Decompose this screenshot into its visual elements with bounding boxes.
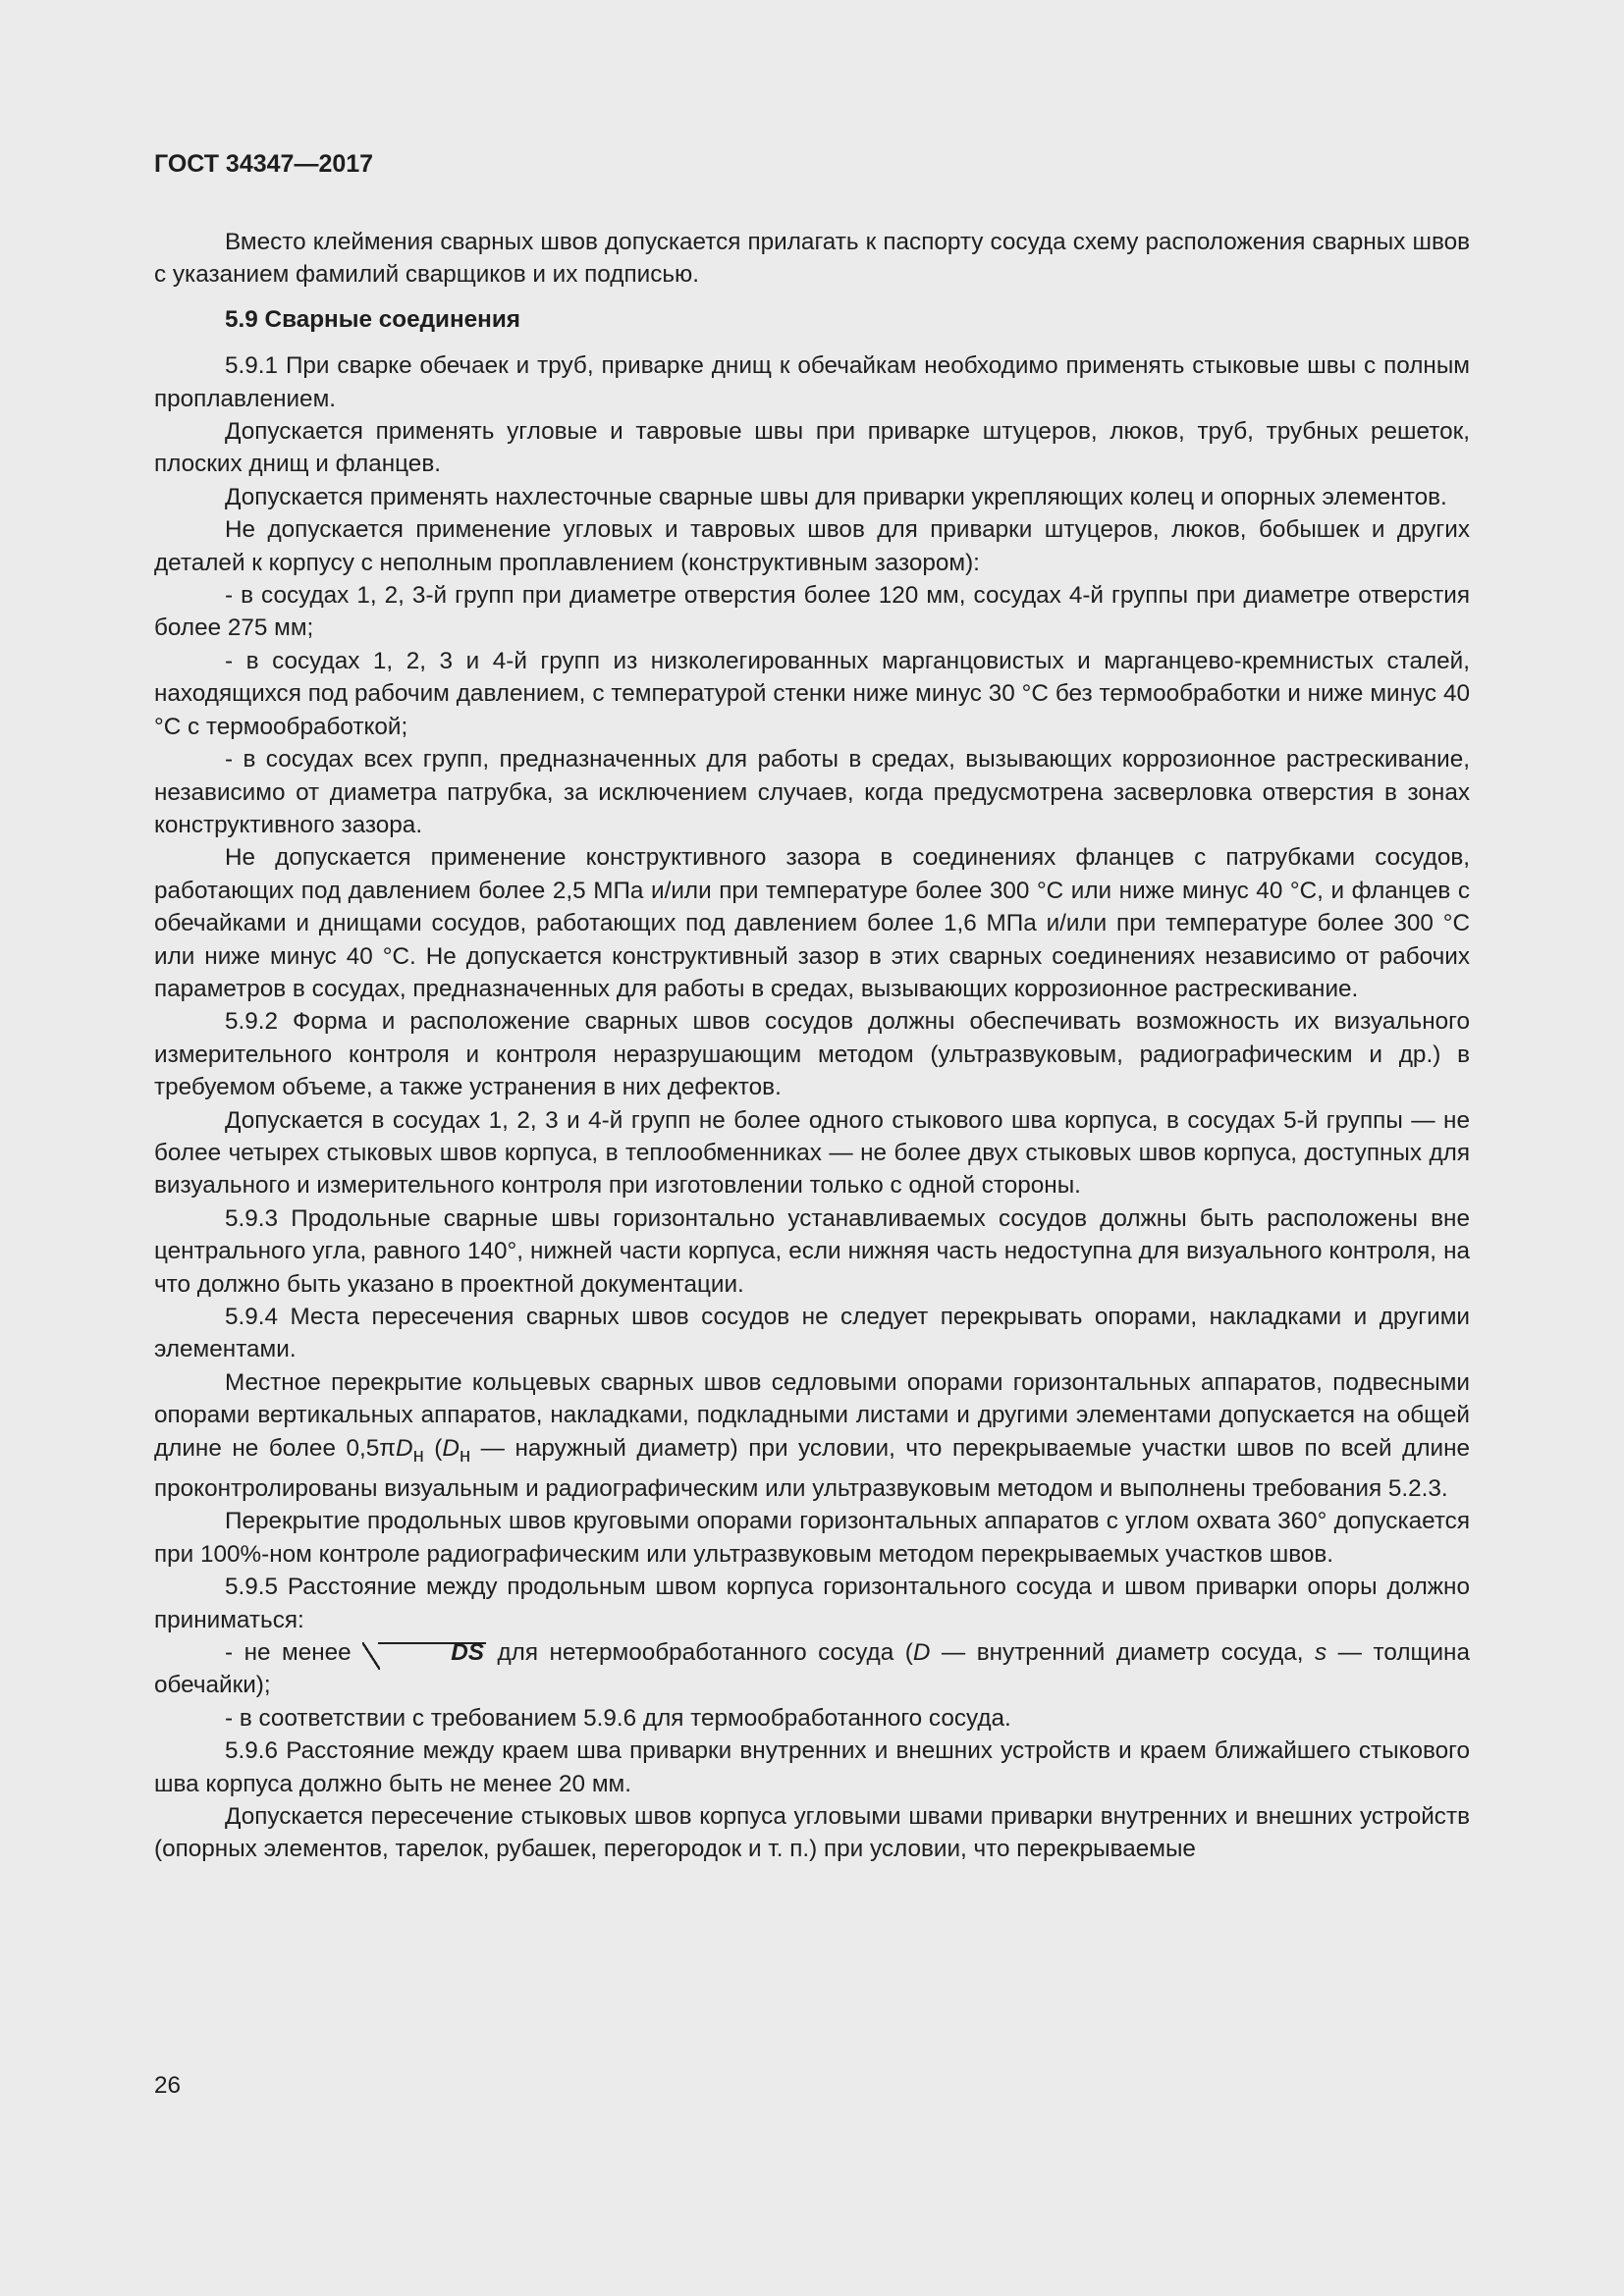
list-item: - в соответствии с требованием 5.9.6 для термообработанного сосуда. [225, 1704, 1011, 1732]
paragraph-overlap [154, 1366, 1470, 1505]
paragraph: Перекрытие продольных швов круговыми опорами горизонтальных аппаратов с углом охвата 360° допускается при 100%-ном контроле радиографическим или ультразвуковым методом перекрываемых участков швов. [154, 1508, 1470, 1568]
paragraph: 5.9.6 Расстояние между краем шва приварки внутренних и внешних устройств и краем ближайшего стыкового шва корпуса должно быть не менее 20 мм. [154, 1737, 1470, 1797]
list-item: - в сосудах 1, 2, 3 и 4-й групп из низколегированных марганцовистых и марганцево-кремнистых сталей, находящихся под рабочим давлением, с температурой стенки ниже минус 30 °С без термообработки и ниже минус 40 °С с термообработкой; [154, 647, 1470, 740]
paragraph: 5.9.2 Форма и расположение сварных швов сосудов должны обеспечивать возможность их визуального измерительного контроля и контроля неразрушающим методом (ультразвуковым, радиографическим и др.) в требуемом объеме, а также устранения в них дефектов. [154, 1008, 1470, 1101]
math-subscript: н [459, 1444, 471, 1467]
paragraph: 5.9.4 Места пересечения сварных швов сосудов не следует перекрывать опорами, накладками и другими элементами. [154, 1304, 1470, 1363]
text-run: — наружный диаметр) при условии, что перекрываемые участки швов по всей длине проконтролированы визуальным и радиографическим или ультразвуковым методом и выполнены требования 5.2.3. [154, 1434, 1470, 1502]
page-number: 26 [154, 2072, 182, 2099]
document-page [154, 147, 1470, 1866]
paragraph: 5.9.5 Расстояние между продольным швом корпуса горизонтального сосуда и швом приварки опоры должно приниматься: [154, 1574, 1470, 1633]
paragraph: Не допускается применение конструктивного зазора в соединениях фланцев с патрубками сосудов, работающих под давлением более 2,5 МПа и/или при температуре более 300 °С или ниже минус 40 °С, и фланцев с обечайками и днищами сосудов, работающих под давлением более 1,6 МПа и/или при температуре более 300 °С или ниже минус 40 °С. Не допускается конструктивный зазор в этих сварных соединениях независимо от рабочих параметров в сосудах, предназначенных для работы в средах, вызывающих коррозионное растрескивание. [154, 844, 1470, 1002]
paragraph: Допускается пересечение стыковых швов корпуса угловыми швами приварки внутренних и внешних устройств (опорных элементов, тарелок, рубашек, перегородок и т. п.) при условии, что перекрываемые [154, 1802, 1470, 1863]
math-var-d: D [442, 1434, 460, 1462]
text-run: Местное перекрытие кольцевых сварных швов седловыми опорами горизонтальных аппаратов, подвесными опорами вертикальных аппаратов, накладками, подкладными листами и другими элементами допускается на общей длине не более 0,5π [154, 1368, 1470, 1462]
math-var-d: D [912, 1638, 931, 1666]
list-item: - в сосудах всех групп, предназначенных для работы в средах, вызывающих коррозионное растрескивание, независимо от диаметра патрубка, за исключением случаев, когда предусмотрена засверловка отверстия в зонах конструктивного зазора. [154, 746, 1470, 838]
paragraph: Вместо клеймения сварных швов допускается прилагать к паспорту сосуда схему расположения сварных швов с указанием фамилий сварщиков и их подписью. [154, 229, 1470, 289]
sqrt-expression: DS [362, 1640, 486, 1666]
text-run: — внутренний диаметр сосуда, [930, 1638, 1316, 1666]
paragraph: Допускается применять угловые и тавровые швы при приварке штуцеров, люков, труб, трубных решеток, плоских днищ и фланцев. [154, 418, 1470, 478]
math-var-d: D [396, 1434, 413, 1462]
document-header: ГОСТ 34347—2017 [154, 150, 374, 178]
paragraph: Допускается применять нахлесточные сварные швы для приварки укрепляющих колец и опорных элементов. [225, 483, 1447, 510]
list-item: - в сосудах 1, 2, 3-й групп при диаметре отверстия более 120 мм, сосудах 4-й группы при диаметре отверстия более 275 мм; [154, 582, 1470, 642]
paragraph: 5.9.1 При сварке обечаек и труб, приварке днищ к обечайкам необходимо применять стыковые швы с полным проплавлением. [154, 352, 1470, 412]
math-subscript: н [412, 1444, 424, 1467]
paragraph: Допускается в сосудах 1, 2, 3 и 4-й групп не более одного стыкового шва корпуса, в сосудах 5-й группы — не более четырех стыковых швов корпуса, в теплообменниках — не более двух стыковых швов корпуса, доступных для визуального и измерительного контроля при изготовлении только с одной стороны. [154, 1106, 1470, 1200]
list-item-sqrt [154, 1636, 1470, 1702]
paragraph: Не допускается применение угловых и тавровых швов для приварки штуцеров, люков, бобышек и других деталей к корпусу с неполным проплавлением (конструктивным зазором): [154, 516, 1470, 576]
text-run: ( [423, 1434, 443, 1462]
text-run: - не менее [225, 1638, 363, 1666]
text-run: для нетермообработанного сосуда ( [485, 1638, 913, 1666]
paragraph: 5.9.3 Продольные сварные швы горизонтально устанавливаемых сосудов должны быть расположены вне центрального угла, равного 140°, нижней части корпуса, если нижняя часть недоступна для визуального контроля, на что должно быть указано в проектной документации. [154, 1204, 1470, 1298]
section-title: 5.9 Сварные соединения [225, 305, 520, 333]
math-var-s: s [1315, 1638, 1327, 1666]
text-run: — толщина обечайки); [154, 1638, 1470, 1699]
